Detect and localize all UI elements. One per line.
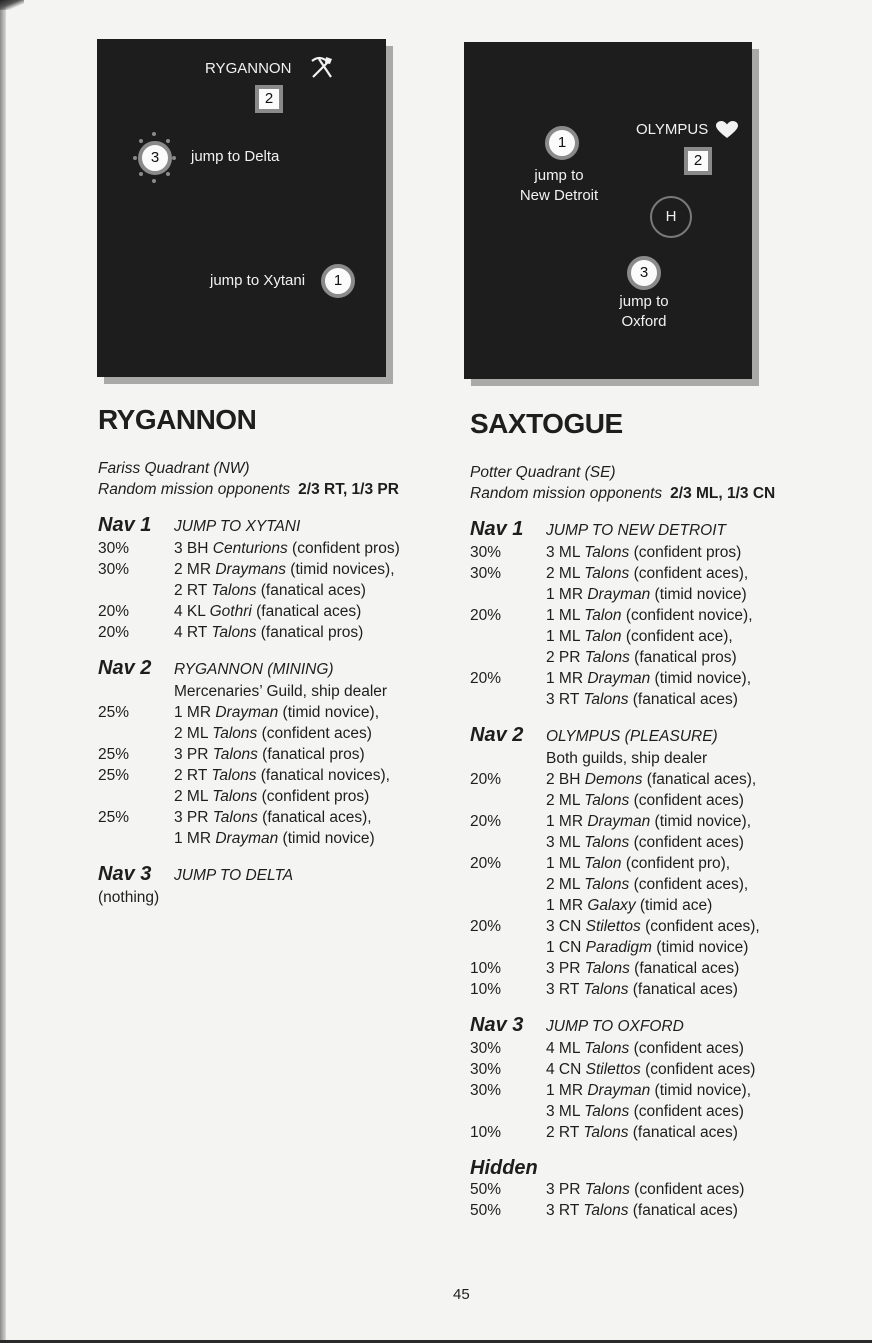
encounter-lines	[174, 601, 438, 622]
encounter-line: 1 MR Drayman (timid novice)	[546, 586, 747, 603]
ship-class: Talons	[584, 1181, 630, 1198]
encounter-row	[98, 807, 438, 849]
nav-1-label	[504, 166, 614, 206]
encounter-row	[470, 769, 830, 811]
ship-class: Talons	[211, 767, 257, 784]
nav-nothing: (nothing)	[98, 889, 160, 906]
encounter-row	[470, 1080, 830, 1122]
pickaxe-shovel-icon	[309, 55, 333, 81]
nav-name: Nav 3	[470, 1014, 524, 1036]
nav-destination: JUMP TO NEW DETROIT	[546, 522, 726, 539]
encounter-probability: 30%	[470, 565, 502, 582]
encounter-probability: 25%	[98, 767, 130, 784]
ship-class: Gothri	[209, 603, 252, 620]
encounter-lines	[546, 853, 830, 916]
opponents-row	[98, 479, 438, 500]
page-spine	[0, 0, 6, 1343]
ship-class: Talons	[211, 582, 257, 599]
encounter-line: 3 PR Talons (fanatical pros)	[174, 746, 365, 763]
encounter-lines	[174, 702, 438, 744]
encounter-row	[470, 668, 830, 710]
map-planet-name: OLYMPUS	[636, 121, 709, 138]
ship-class: Talon	[584, 628, 622, 645]
nav-header	[470, 518, 830, 542]
nav-destination: JUMP TO OXFORD	[546, 1018, 684, 1035]
ship-class: Talons	[584, 649, 630, 666]
encounter-line: 4 KL Gothri (fanatical aces)	[174, 603, 362, 620]
saxtogue-nav-map	[464, 42, 752, 379]
encounter-row	[470, 563, 830, 605]
nav-name: Nav 2	[470, 724, 524, 746]
encounter-row	[98, 538, 438, 559]
heart-icon	[716, 121, 738, 139]
nav-point-3: 3	[627, 256, 661, 290]
encounter-line: 1 ML Talon (confident pro),	[546, 855, 731, 872]
encounter-lines	[546, 605, 830, 668]
encounter-line: 4 ML Talons (confident aces)	[546, 1040, 744, 1057]
encounter-line: 2 MR Draymans (timid novices),	[174, 561, 395, 578]
system-title: RYGANNON	[98, 404, 257, 435]
encounter-line: 3 BH Centurions (confident pros)	[174, 540, 400, 557]
system-saxtogue	[470, 408, 830, 1221]
ship-class: Talons	[583, 1202, 629, 1219]
encounter-probability: 30%	[98, 540, 130, 557]
encounter-probability: 25%	[98, 704, 130, 721]
ship-class: Talons	[584, 1040, 630, 1057]
nav-header	[470, 1157, 830, 1179]
encounter-probability: 20%	[470, 771, 502, 788]
nav-destination: OLYMPUS (PLEASURE)	[546, 728, 718, 745]
ship-class: Drayman	[587, 1082, 651, 1099]
ship-class: Talons	[584, 960, 630, 977]
encounter-lines	[174, 807, 438, 849]
page-corner-shadow	[0, 0, 24, 10]
encounter-line: 3 RT Talons (fanatical aces)	[546, 1202, 738, 1219]
encounter-line: 1 MR Galaxy (timid ace)	[546, 897, 713, 914]
rygannon-nav-map	[97, 39, 386, 377]
encounter-probability: 30%	[470, 1082, 502, 1099]
encounter-lines	[546, 811, 830, 853]
ship-class: Drayman	[587, 670, 651, 687]
encounter-row	[98, 601, 438, 622]
ship-class: Talons	[584, 876, 630, 893]
encounter-lines	[546, 1122, 830, 1143]
ship-class: Talons	[583, 981, 629, 998]
encounter-line: 3 ML Talons (confident aces)	[546, 1103, 744, 1120]
encounter-line: 2 ML Talons (confident aces)	[546, 792, 744, 809]
nav-note: Mercenaries’ Guild, ship dealer	[174, 683, 388, 700]
encounter-probability: 10%	[470, 1124, 502, 1141]
encounter-probability: 20%	[470, 918, 502, 935]
encounter-row	[470, 1038, 830, 1059]
encounter-probability: 25%	[98, 746, 130, 763]
nav-section	[470, 518, 830, 710]
nav-note: Both guilds, ship dealer	[546, 750, 708, 767]
encounter-line: 2 ML Talons (confident aces)	[174, 725, 372, 742]
nav-point-2: 2	[684, 147, 712, 175]
nav-section	[470, 1157, 830, 1221]
encounter-line: 2 ML Talons (confident aces),	[546, 876, 749, 893]
ship-class: Talons	[212, 746, 258, 763]
nav-header	[470, 1014, 830, 1038]
nav-section	[470, 724, 830, 1000]
ship-class: Drayman	[215, 704, 279, 721]
encounter-lines	[546, 1038, 830, 1059]
nav-destination: RYGANNON (MINING)	[174, 661, 334, 678]
ship-class: Stilettos	[585, 1061, 641, 1078]
encounter-probability: 10%	[470, 960, 502, 977]
encounter-line: 3 PR Talons (fanatical aces),	[174, 809, 372, 826]
nav-point-1: 1	[321, 264, 355, 298]
encounter-line: 1 CN Paradigm (timid novice)	[546, 939, 749, 956]
encounter-line: 1 MR Drayman (timid novice),	[174, 704, 380, 721]
encounter-row	[470, 1122, 830, 1143]
nav-1-label-line1: jump to	[534, 167, 584, 184]
encounter-row	[470, 1179, 830, 1200]
encounter-probability: 30%	[470, 544, 502, 561]
encounter-line: 2 RT Talons (fanatical aces)	[174, 582, 366, 599]
encounter-line: 2 BH Demons (fanatical aces),	[546, 771, 757, 788]
ship-class: Talon	[584, 607, 622, 624]
ship-class: Centurions	[212, 540, 288, 557]
opponents-row	[470, 483, 830, 504]
ship-class: Talons	[583, 691, 629, 708]
ship-class: Talon	[584, 855, 622, 872]
ship-class: Talons	[584, 565, 630, 582]
encounter-row	[98, 744, 438, 765]
encounter-probability: 25%	[98, 809, 130, 826]
encounter-line: 3 RT Talons (fanatical aces)	[546, 691, 738, 708]
nav-name: Hidden	[470, 1157, 538, 1179]
encounter-lines	[546, 1200, 830, 1221]
encounter-lines	[546, 958, 830, 979]
ship-class: Talons	[211, 624, 257, 641]
page-number: 45	[453, 1286, 470, 1303]
encounter-probability: 30%	[470, 1061, 502, 1078]
system-meta	[98, 458, 438, 500]
nav-destination: JUMP TO XYTANI	[174, 518, 301, 535]
encounter-line: 1 MR Drayman (timid novice),	[546, 813, 752, 830]
ship-class: Drayman	[587, 813, 651, 830]
encounter-row	[470, 605, 830, 668]
nav-1-label-line2: New Detroit	[519, 187, 599, 204]
encounter-line: 4 CN Stilettos (confident aces)	[546, 1061, 756, 1078]
opponents-label: Random mission opponents	[98, 481, 291, 498]
opponents-value: 2/3 RT, 1/3 PR	[298, 481, 399, 498]
encounter-row	[98, 559, 438, 601]
encounter-row	[470, 1059, 830, 1080]
encounter-row	[470, 979, 830, 1000]
encounter-line: 1 ML Talon (confident novice),	[546, 607, 753, 624]
nav-section	[98, 657, 438, 849]
ship-class: Paradigm	[585, 939, 652, 956]
opponents-label: Random mission opponents	[470, 485, 663, 502]
encounter-row	[470, 958, 830, 979]
ship-class: Stilettos	[585, 918, 641, 935]
opponents-value: 2/3 ML, 1/3 CN	[670, 485, 776, 502]
encounter-probability: 10%	[470, 981, 502, 998]
encounter-lines	[546, 1080, 830, 1122]
encounter-lines	[174, 559, 438, 601]
encounter-line: 4 RT Talons (fanatical pros)	[174, 624, 364, 641]
encounter-line: 3 PR Talons (fanatical aces)	[546, 960, 740, 977]
ship-class: Talons	[212, 725, 258, 742]
encounter-lines	[546, 979, 830, 1000]
encounter-lines	[546, 668, 830, 710]
nav-section	[98, 514, 438, 643]
encounter-line: 1 ML Talon (confident ace),	[546, 628, 733, 645]
nav-header	[470, 724, 830, 748]
hidden-nav-point: H	[650, 196, 692, 238]
encounter-line: 3 ML Talons (confident aces)	[546, 834, 744, 851]
encounter-row	[98, 702, 438, 744]
ship-class: Talons	[584, 1103, 630, 1120]
ship-class: Talons	[584, 544, 630, 561]
encounter-row	[470, 542, 830, 563]
encounter-probability: 20%	[470, 670, 502, 687]
quadrant: Fariss Quadrant (NW)	[98, 460, 250, 477]
nav-point-1: 1	[545, 126, 579, 160]
encounter-lines	[546, 769, 830, 811]
ship-class: Talons	[584, 834, 630, 851]
encounter-lines	[174, 765, 438, 807]
encounter-lines	[546, 1179, 830, 1200]
encounter-line: 3 ML Talons (confident pros)	[546, 544, 742, 561]
nav-3-label: jump to Delta	[191, 148, 280, 165]
encounter-line: 3 RT Talons (fanatical aces)	[546, 981, 738, 998]
encounter-row	[470, 811, 830, 853]
encounter-probability: 20%	[98, 603, 130, 620]
encounter-line: 2 ML Talons (confident pros)	[174, 788, 370, 805]
system-title: SAXTOGUE	[470, 408, 623, 439]
nav-3-label	[594, 292, 694, 332]
encounter-line: 3 PR Talons (confident aces)	[546, 1181, 745, 1198]
nav-header	[98, 657, 438, 681]
encounter-probability: 30%	[98, 561, 130, 578]
ship-class: Talons	[212, 809, 258, 826]
nav-header	[98, 863, 438, 887]
nav-name: Nav 1	[98, 514, 152, 536]
encounter-row	[98, 622, 438, 643]
ship-class: Talons	[212, 788, 258, 805]
quadrant: Potter Quadrant (SE)	[470, 464, 616, 481]
ship-class: Drayman	[215, 830, 279, 847]
encounter-line: 1 MR Drayman (timid novice),	[546, 670, 752, 687]
ship-class: Talons	[584, 792, 630, 809]
encounter-line: 3 CN Stilettos (confident aces),	[546, 918, 760, 935]
ship-class: Demons	[584, 771, 643, 788]
encounter-probability: 20%	[470, 855, 502, 872]
encounter-line: 2 PR Talons (fanatical pros)	[546, 649, 737, 666]
encounter-line: 1 MR Drayman (timid novice),	[546, 1082, 752, 1099]
map-planet-name: RYGANNON	[205, 60, 292, 77]
nav-3-label-line2: Oxford	[621, 313, 667, 330]
encounter-line: 2 RT Talons (fanatical novices),	[174, 767, 390, 784]
system-meta	[470, 462, 830, 504]
nav-destination: JUMP TO DELTA	[174, 867, 294, 884]
encounter-probability: 20%	[98, 624, 130, 641]
ship-class: Drayman	[587, 586, 651, 603]
encounter-row	[470, 916, 830, 958]
encounter-lines	[174, 622, 438, 643]
encounter-row	[470, 853, 830, 916]
system-rygannon	[98, 404, 438, 908]
nav-point-3: 3	[138, 141, 172, 175]
encounter-row	[470, 1200, 830, 1221]
encounter-lines	[546, 1059, 830, 1080]
ship-class: Galaxy	[587, 897, 636, 914]
nav-point-2: 2	[255, 85, 283, 113]
encounter-probability: 50%	[470, 1181, 502, 1198]
nav-3-label-line1: jump to	[619, 293, 669, 310]
encounter-probability: 20%	[470, 607, 502, 624]
encounter-probability: 50%	[470, 1202, 502, 1219]
encounter-row	[98, 765, 438, 807]
encounter-lines	[546, 916, 830, 958]
nav-name: Nav 3	[98, 863, 152, 885]
encounter-line: 1 MR Drayman (timid novice)	[174, 830, 375, 847]
encounter-lines	[546, 542, 830, 563]
ship-class: Draymans	[215, 561, 286, 578]
nav-1-label: jump to Xytani	[210, 272, 306, 289]
encounter-lines	[546, 563, 830, 605]
nav-section	[98, 863, 438, 908]
nav-header	[98, 514, 438, 538]
encounter-line: 2 RT Talons (fanatical aces)	[546, 1124, 738, 1141]
ship-class: Talons	[583, 1124, 629, 1141]
encounter-line: 2 ML Talons (confident aces),	[546, 565, 749, 582]
encounter-lines	[174, 744, 438, 765]
encounter-probability: 20%	[470, 813, 502, 830]
nav-section	[470, 1014, 830, 1143]
encounter-lines	[174, 538, 438, 559]
nav-name: Nav 2	[98, 657, 152, 679]
nav-name: Nav 1	[470, 518, 524, 540]
encounter-probability: 30%	[470, 1040, 502, 1057]
